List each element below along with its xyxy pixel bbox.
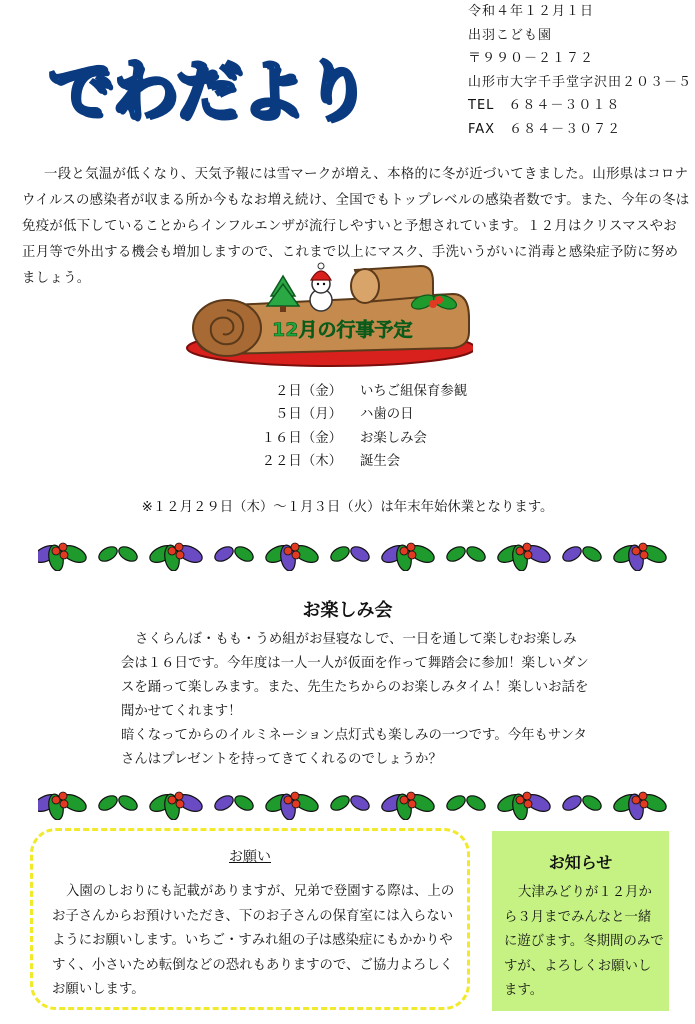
holly-sprig <box>263 542 320 571</box>
holly-berry <box>639 543 647 551</box>
holly-leaf <box>348 793 371 813</box>
party-paragraph: 暗くなってからのイルミネーション点灯式も楽しみの一つです。今年もサンタさんはプレゼントを持ってきてくれるのでしょうか？ <box>121 728 587 767</box>
holly-sprig <box>379 791 436 820</box>
holly-border <box>38 537 668 571</box>
holly-leaf <box>116 544 139 564</box>
holly-leaf <box>232 544 255 564</box>
notice-text: 大津みどりが１２月から３月までみんなと一緒に遊びます。冬期間のみですが、よろしくお願いします。 <box>504 885 664 998</box>
holly-berry <box>59 792 67 800</box>
event-name: ハ歯の日 <box>360 407 414 423</box>
holly-berry <box>523 792 531 800</box>
holly-sprig <box>212 793 255 813</box>
holly-leaf <box>444 544 467 564</box>
tree-icon <box>267 276 299 312</box>
event-date: ２２日（木） <box>261 453 342 469</box>
holly-sprig <box>263 791 320 820</box>
holly-leaf <box>328 544 351 564</box>
org-name: 出羽こども園 <box>468 27 553 43</box>
request-text: 入園のしおりにも記載がありますが、兄弟で登園する際は、上のお子さんからお預けいただき、下のお子さんの保育室には入らないようにお願いします。いちご・すみれ組の子は感染症にもかかりやすく、小さいため転倒などの恐れもありますので、ご協力よろしくお願いします。 <box>52 884 455 997</box>
holly-leaf <box>464 793 487 813</box>
holly-leaf <box>212 793 235 813</box>
holly-sprig <box>611 791 668 820</box>
holly-berry <box>60 551 68 559</box>
fax: FAX ６８４－３０７２ <box>468 121 622 137</box>
intro-paragraph: 一段と気温が低くなり、天気予報には雪マークが増え、本格的に冬が近づいてきました。山形県はコロナウイルスの感染者が収まる所か今もなお増え続け、全国でもトップレベルの感染者数です。また、今年の冬は免疫が低下していることからインフルエンザが流行しやすいと予想されています。１２月はクリスマスやお正月等で外出する機会も増加しますので、これまで以上にマスク、手洗いうがいに消毒と感染症予防に努めましょう。 <box>22 167 690 286</box>
holly-sprig <box>96 544 139 564</box>
holly-berry <box>407 543 415 551</box>
holly-leaf <box>348 544 371 564</box>
holly-sprig <box>38 542 89 571</box>
holly-berry <box>292 551 300 559</box>
event-name: いちご組保育参観 <box>360 384 468 399</box>
holly-sprig <box>444 544 487 564</box>
holly-leaf <box>328 793 351 813</box>
party-paragraph: さくらんぼ・もも・うめ組がお昼寝なしで、一日を通して楽しむお楽しみ会は１６日です。今年度は一人一人が仮面を作って舞踏会に参加！楽しいダンスを踊って楽しみます。また、先生たちからのお楽しみタイム！楽しいお話を聞かせてくれます！ <box>121 632 589 719</box>
holly-sprig <box>495 542 552 571</box>
holly-leaf <box>96 793 119 813</box>
holly-sprig <box>96 793 139 813</box>
holly-berry <box>60 800 68 808</box>
holly-berry <box>407 792 415 800</box>
holly-berry <box>523 543 531 551</box>
postal-code: 〒９９０－２１７２ <box>468 51 595 66</box>
event-row <box>245 380 467 403</box>
holly-berry <box>640 551 648 559</box>
holly-leaf <box>116 793 139 813</box>
holly-berry <box>59 543 67 551</box>
event-date: １６日（金） <box>261 430 342 446</box>
holly-leaf <box>232 793 255 813</box>
events-heading: 12月の行事予定 <box>272 319 413 341</box>
holly-leaf <box>580 793 603 813</box>
snowman-icon <box>310 263 332 311</box>
holly-berry <box>408 800 416 808</box>
holly-berry <box>524 551 532 559</box>
event-row <box>245 403 467 426</box>
holly-berry <box>640 800 648 808</box>
events-list <box>245 380 467 473</box>
event-name: 誕生会 <box>360 453 401 469</box>
holly-sprig <box>147 791 204 820</box>
holly-berry <box>292 800 300 808</box>
holly-berry <box>408 551 416 559</box>
holly-sprig <box>38 791 89 820</box>
holly-sprig <box>444 793 487 813</box>
holly-leaf <box>560 544 583 564</box>
holly-sprig <box>495 791 552 820</box>
holly-sprig <box>611 542 668 571</box>
holly-berry <box>176 551 184 559</box>
event-date: ５日（月） <box>275 407 342 423</box>
party-title: お楽しみ会 <box>302 600 393 621</box>
holiday-notice: ※１２月２９日（木）～１月３日（火）は年末年始休業となります。 <box>141 500 554 515</box>
holly-sprig <box>560 793 603 813</box>
event-name: お楽しみ会 <box>360 430 427 446</box>
holly-berry <box>291 792 299 800</box>
holly-sprig <box>328 793 371 813</box>
holly-leaf <box>580 544 603 564</box>
request-body <box>52 862 462 1003</box>
event-row <box>245 427 467 450</box>
newsletter-title: でわだより <box>48 53 368 130</box>
holly-berry <box>291 543 299 551</box>
holly-sprig <box>379 542 436 571</box>
holly-leaf <box>560 793 583 813</box>
holly-sprig <box>328 544 371 564</box>
issue-date: 令和４年１２月１日 <box>468 4 595 19</box>
holly-border <box>38 786 668 820</box>
holly-sprig <box>560 544 603 564</box>
request-title: お願い <box>229 849 271 865</box>
holly-berry <box>639 792 647 800</box>
party-body <box>121 628 589 772</box>
holly-berry <box>175 792 183 800</box>
event-row <box>245 450 467 473</box>
holly-leaf <box>96 544 119 564</box>
holly-berry <box>175 543 183 551</box>
event-date: ２日（金） <box>275 384 342 399</box>
holly-leaf <box>212 544 235 564</box>
address: 山形市大字千手堂字沢田２０３－５ <box>468 74 693 90</box>
holly-sprig <box>212 544 255 564</box>
holly-berry <box>524 800 532 808</box>
holly-leaf <box>464 544 487 564</box>
holly-sprig <box>147 542 204 571</box>
tel: TEL ６８４－３０１８ <box>468 98 621 113</box>
holly-leaf <box>444 793 467 813</box>
notice-title: お知らせ <box>548 853 613 872</box>
notice-body <box>504 881 664 1004</box>
holly-berry <box>176 800 184 808</box>
header-info <box>468 0 692 141</box>
